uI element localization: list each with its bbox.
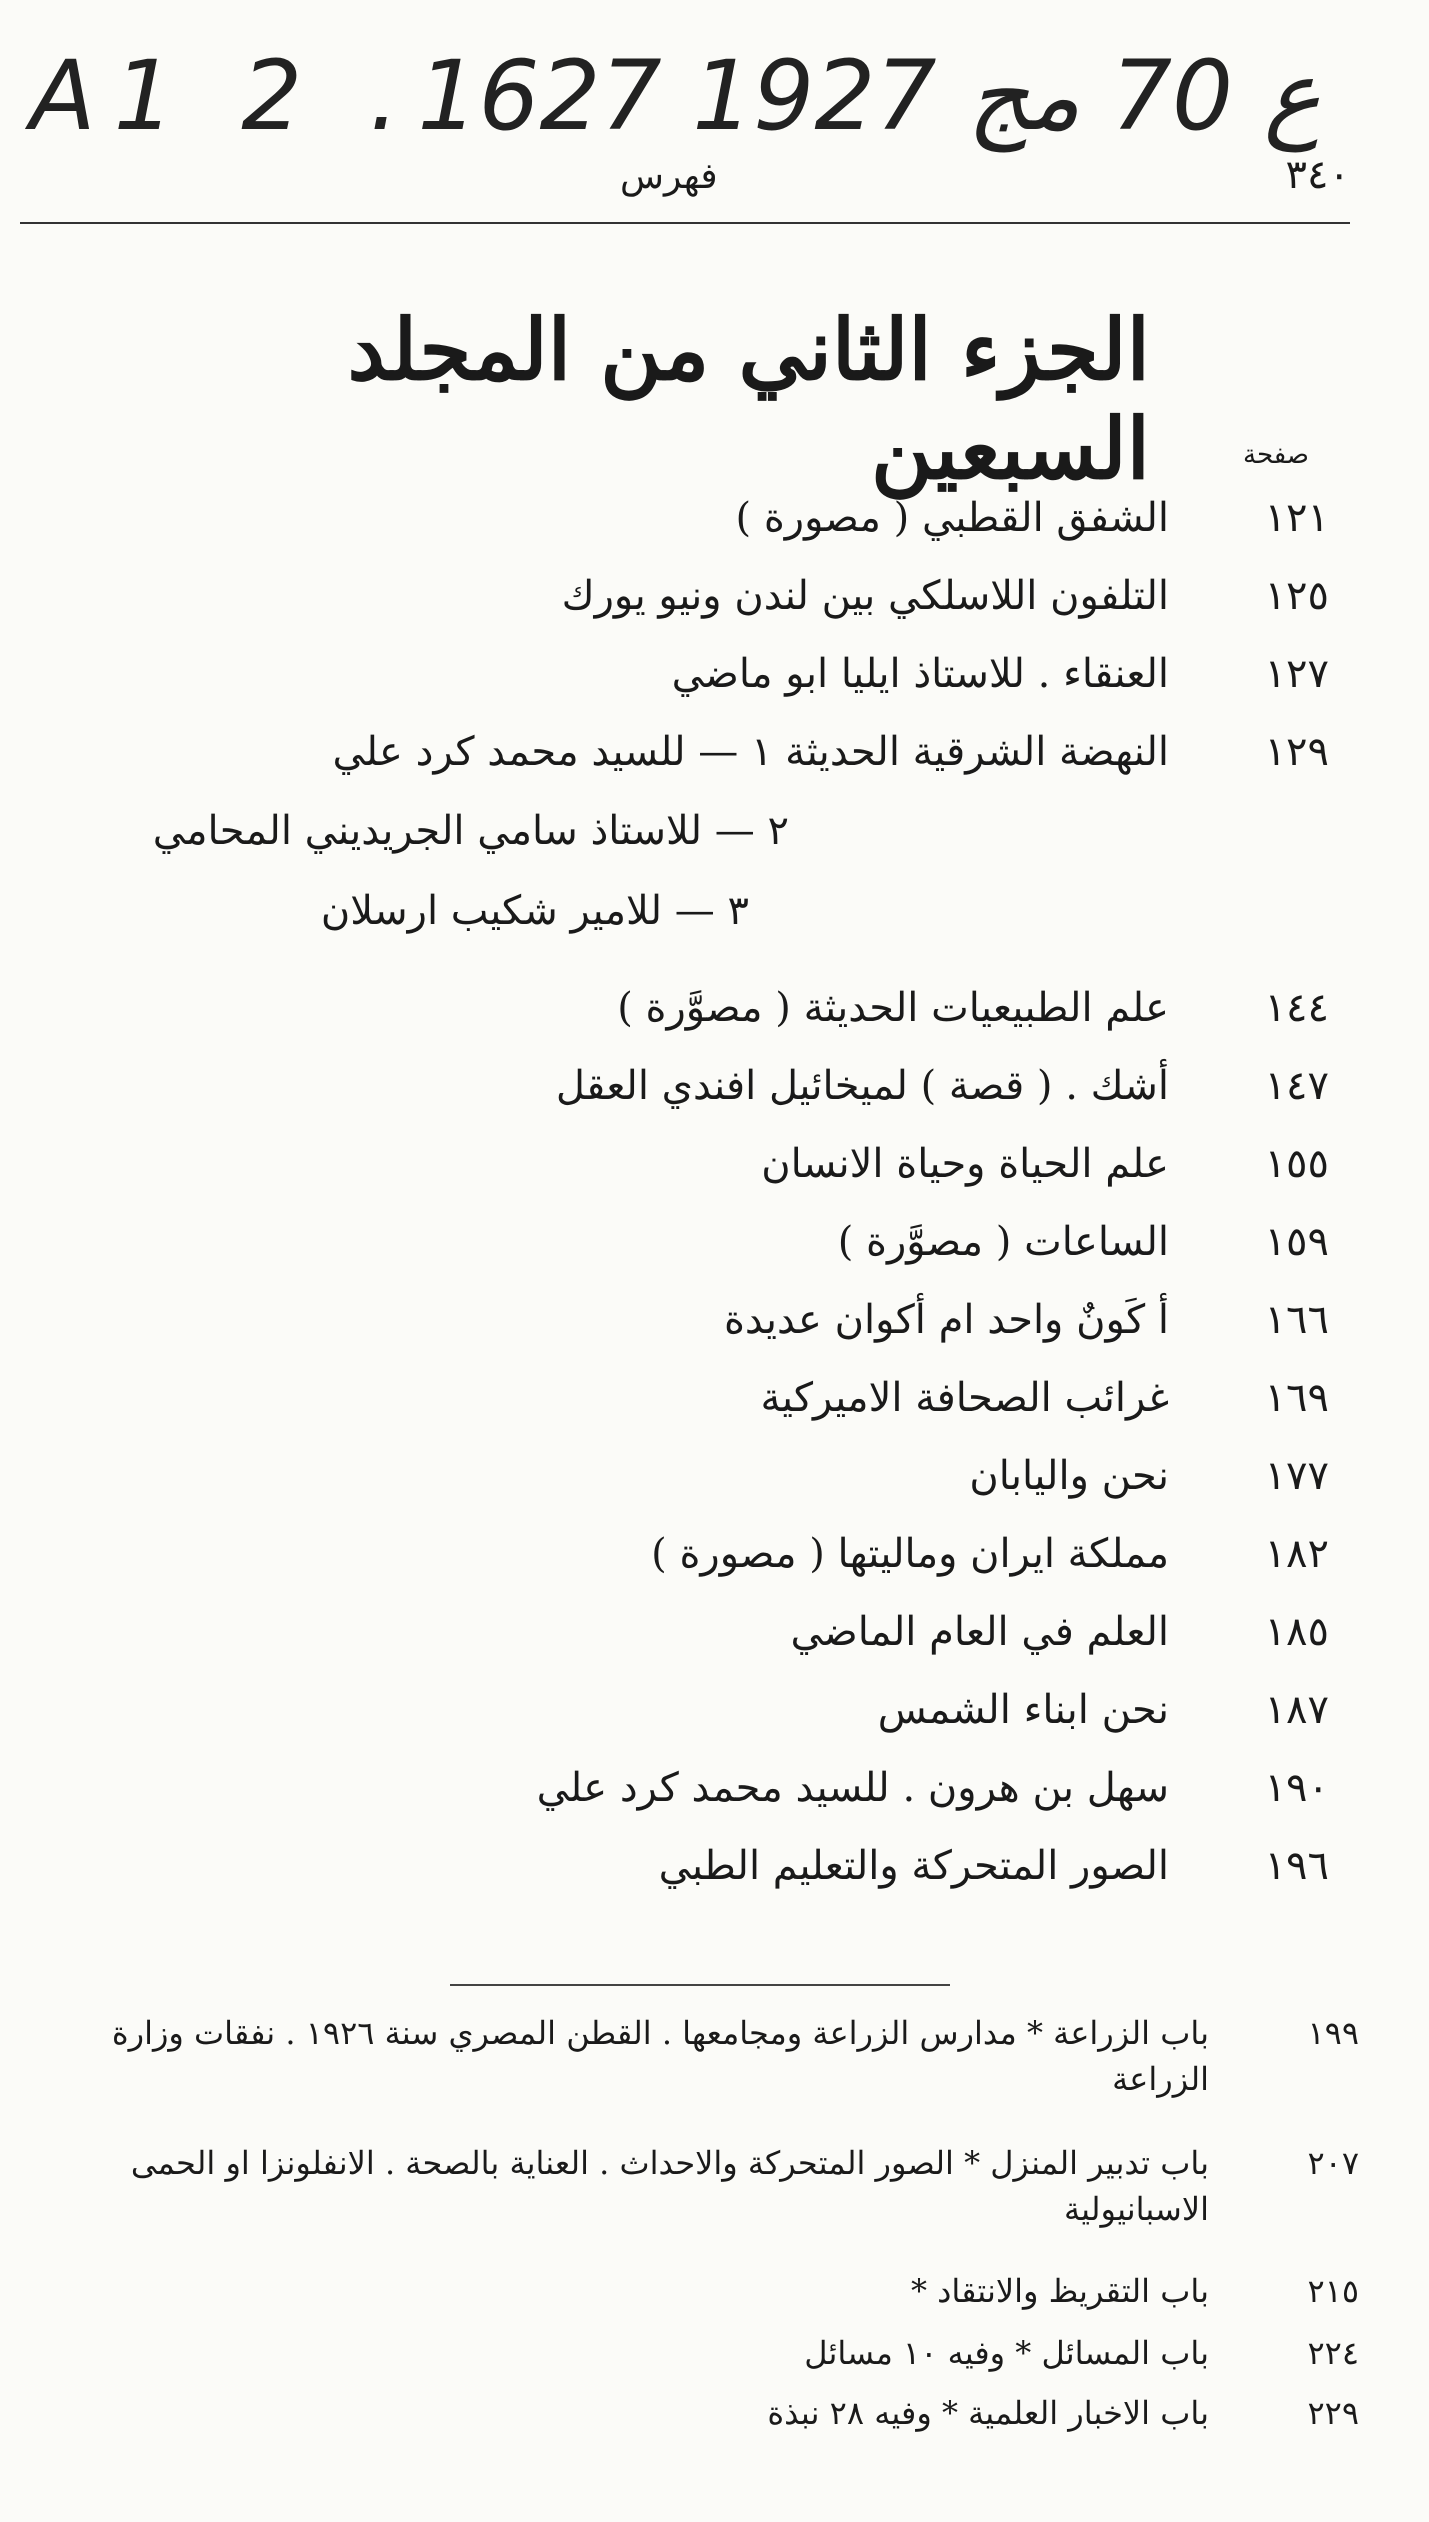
section-entry — [29, 2268, 1359, 2314]
toc-page: ١٨٧ — [1264, 1687, 1329, 1733]
section-page: ٢٠٧ — [1307, 2144, 1359, 2182]
toc-entry — [29, 556, 1329, 636]
toc-title: مملكة ايران وماليتها ( مصورة ) — [651, 1531, 1169, 1577]
toc-page: ١٨٢ — [1264, 1531, 1329, 1577]
toc-entry — [29, 1358, 1329, 1438]
toc-sub-entry: ٢ — للاستاذ سامي الجريديني المحامي — [152, 808, 789, 854]
toc-page: ١٢٩ — [1264, 729, 1329, 775]
toc-page: ١٥٩ — [1264, 1219, 1329, 1265]
toc-entry — [29, 1826, 1329, 1906]
toc-sub-entry: ٣ — للامير شكيب ارسلان — [320, 888, 749, 934]
toc-entry — [29, 968, 1329, 1048]
toc-title: الساعات ( مصوَّرة ) — [837, 1219, 1169, 1265]
section-title: باب التقريظ والانتقاد * — [910, 2272, 1209, 2310]
toc-page: ١٦٩ — [1264, 1375, 1329, 1421]
toc-entry — [29, 1670, 1329, 1750]
toc-page: ١٩٦ — [1264, 1843, 1329, 1889]
toc-entry — [29, 1514, 1329, 1594]
table-of-contents — [0, 478, 1429, 2018]
toc-entry — [29, 1046, 1329, 1126]
toc-title: العلم في العام الماضي — [790, 1609, 1169, 1655]
section-page: ٢٢٤ — [1307, 2334, 1359, 2372]
toc-title: أ كَونٌ واحد ام أكوان عديدة — [723, 1297, 1169, 1343]
section-divider — [450, 1984, 950, 1986]
toc-page: ١٥٥ — [1264, 1141, 1329, 1187]
toc-title: الصور المتحركة والتعليم الطبي — [658, 1843, 1169, 1889]
toc-page: ١٤٤ — [1264, 985, 1329, 1031]
section-title: باب الاخبار العلمية * وفيه ٢٨ نبذة — [767, 2394, 1209, 2432]
handwritten-annotation: A1 2 .ع 70 مج 1927 1627 — [30, 40, 1321, 152]
toc-page: ١٢١ — [1264, 495, 1329, 541]
toc-page: ١٢٥ — [1264, 573, 1329, 619]
toc-title: نحن واليابان — [969, 1453, 1169, 1499]
toc-page: ١٨٥ — [1264, 1609, 1329, 1655]
section-title: باب المسائل * وفيه ١٠ مسائل — [804, 2334, 1209, 2372]
section-entry — [29, 2330, 1359, 2376]
section-entry — [29, 2010, 1359, 2102]
header-title: فهرس — [620, 156, 718, 197]
main-title: الجزء الثاني من المجلد السبعين — [347, 300, 1150, 498]
section-page: ١٩٩ — [1307, 2014, 1359, 2052]
toc-title: علم الحياة وحياة الانسان — [761, 1141, 1169, 1187]
toc-entry — [29, 1592, 1329, 1672]
section-page: ٢١٥ — [1307, 2272, 1359, 2310]
section-page: ٢٢٩ — [1307, 2394, 1359, 2432]
section-entry — [29, 2140, 1359, 2232]
toc-page: ١٩٠ — [1264, 1765, 1329, 1811]
page-column-label: صفحة — [1243, 440, 1309, 470]
toc-title: النهضة الشرقية الحديثة ١ — للسيد محمد كرد علي — [332, 729, 1169, 775]
toc-entry — [29, 1124, 1329, 1204]
toc-entry — [29, 634, 1329, 714]
toc-page: ١٤٧ — [1264, 1063, 1329, 1109]
toc-title: سهل بن هرون . للسيد محمد كرد علي — [536, 1765, 1169, 1811]
toc-title: غرائب الصحافة الاميركية — [760, 1375, 1169, 1421]
toc-title: أشك . ( قصة ) لميخائيل افندي العقل — [555, 1063, 1169, 1109]
toc-entry — [29, 712, 1329, 792]
toc-page: ١٦٦ — [1264, 1297, 1329, 1343]
section-title: باب تدبير المنزل * الصور المتحركة والاحداث . العناية بالصحة . الانفلونزا او الحمى الاسبانيولية — [130, 2144, 1209, 2228]
toc-entry — [29, 478, 1329, 558]
toc-title: التلفون اللاسلكي بين لندن ونيو يورك — [561, 573, 1169, 619]
page-number: ٣٤٠ — [1285, 152, 1350, 198]
toc-entry — [29, 1436, 1329, 1516]
toc-entry — [29, 1202, 1329, 1282]
toc-title: نحن ابناء الشمس — [877, 1687, 1169, 1733]
section-entry — [29, 2390, 1359, 2436]
toc-entry — [29, 1280, 1329, 1360]
section-title: باب الزراعة * مدارس الزراعة ومجامعها . القطن المصري سنة ١٩٢٦ . نفقات وزارة الزراعة — [111, 2014, 1209, 2098]
toc-title: العنقاء . للاستاذ ايليا ابو ماضي — [671, 651, 1169, 697]
toc-title: الشفق القطبي ( مصورة ) — [735, 495, 1169, 541]
toc-entry — [29, 1748, 1329, 1828]
toc-page: ١٧٧ — [1264, 1453, 1329, 1499]
toc-page: ١٢٧ — [1264, 651, 1329, 697]
toc-title: علم الطبيعيات الحديثة ( مصوَّرة ) — [617, 985, 1169, 1031]
page-header — [20, 152, 1350, 224]
